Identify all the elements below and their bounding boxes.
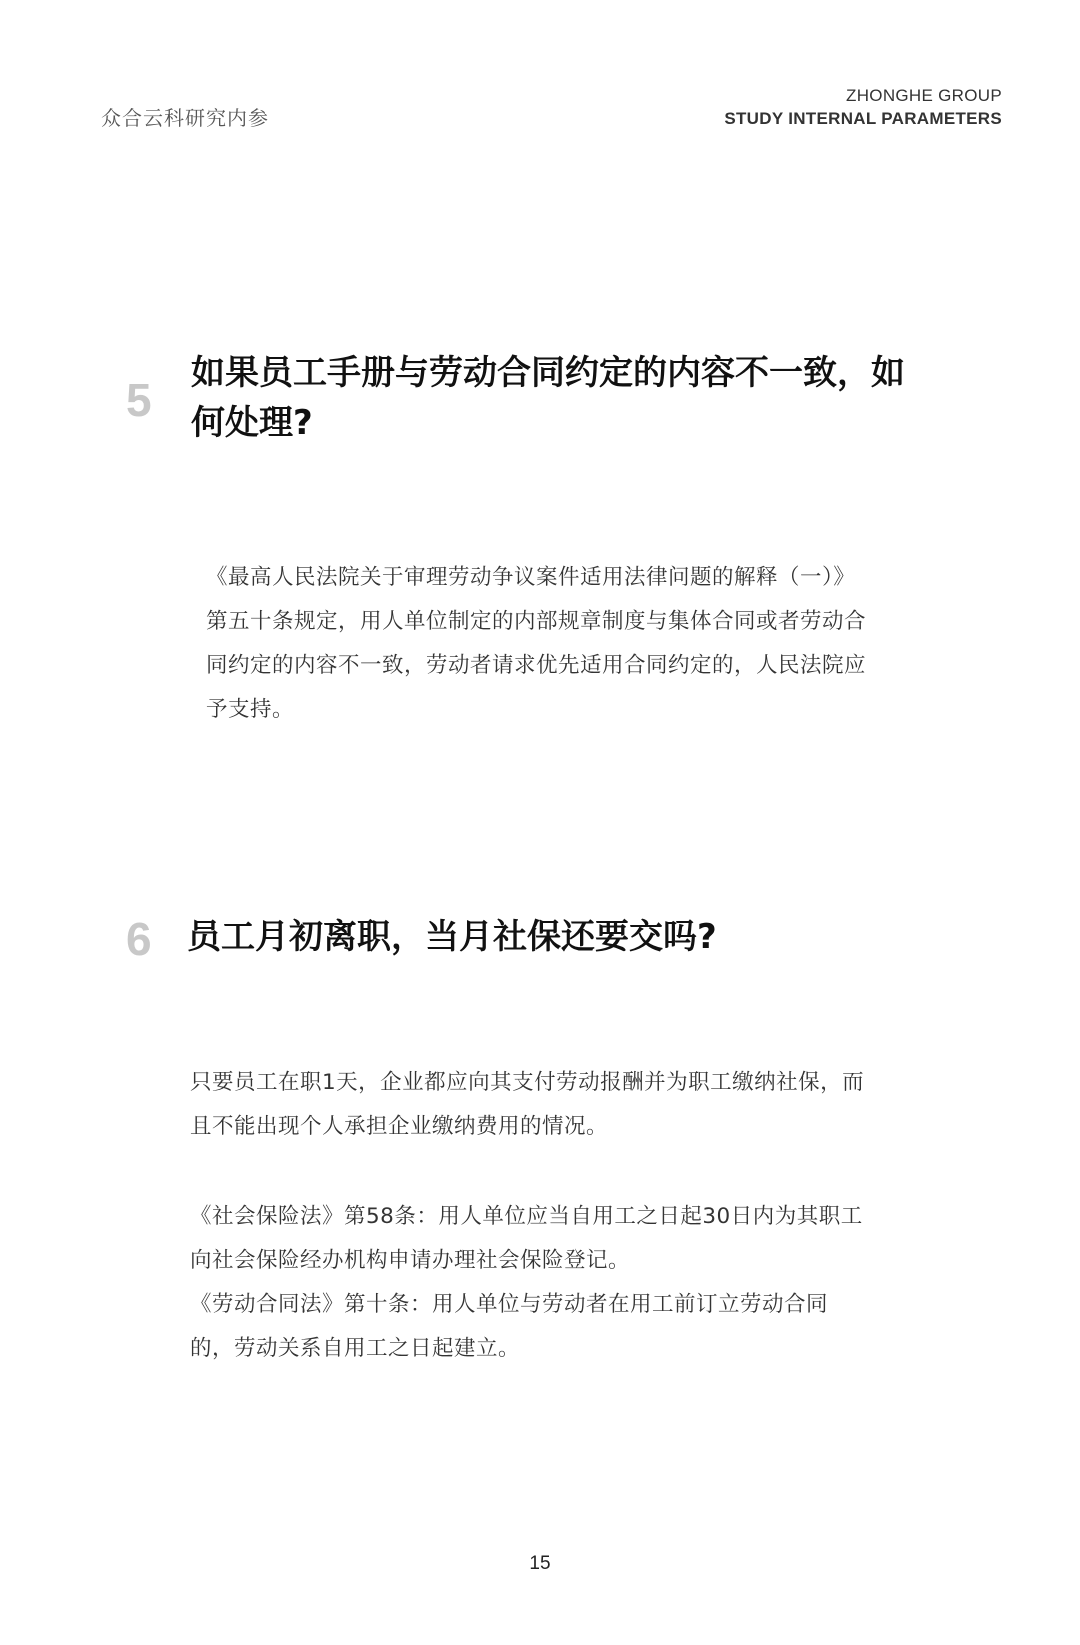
section-title-line: 员工月初离职，当月社保还要交吗? — [187, 917, 717, 957]
body-line: 第五十条规定，用人单位制定的内部规章制度与集体合同或者劳动合 — [206, 609, 867, 634]
body-line: 《社会保险法》第58条：用人单位应当自用工之日起30日内为其职工 — [190, 1204, 863, 1229]
publication-title: 众合云科研究内参 — [101, 106, 269, 130]
group-subtitle: STUDY INTERNAL PARAMETERS — [724, 109, 1002, 128]
section-title — [191, 348, 905, 448]
body-line: 《最高人民法院关于审理劳动争议案件适用法律问题的解释（一）》 — [206, 565, 856, 590]
body-line: 同约定的内容不一致，劳动者请求优先适用合同约定的，人民法院应 — [206, 653, 867, 678]
section-title-line: 何处理? — [191, 403, 313, 443]
section-body — [190, 1195, 863, 1371]
section-title — [187, 912, 717, 962]
group-name: ZHONGHE GROUP — [846, 86, 1002, 105]
body-line: 向社会保险经办机构申请办理社会保险登记。 — [190, 1248, 631, 1273]
group-header — [724, 86, 1002, 129]
section-number: 5 — [126, 374, 152, 426]
body-line: 的，劳动关系自用工之日起建立。 — [190, 1336, 521, 1361]
section-body — [206, 556, 866, 732]
body-line: 只要员工在职1天，企业都应向其支付劳动报酬并为职工缴纳社保，而 — [190, 1070, 865, 1095]
body-line: 予支持。 — [206, 697, 295, 722]
body-line: 且不能出现个人承担企业缴纳费用的情况。 — [190, 1114, 609, 1139]
page-number: 15 — [529, 1553, 551, 1574]
section-title-line: 如果员工手册与劳动合同约定的内容不一致，如 — [191, 353, 905, 393]
section-body — [190, 1061, 864, 1149]
body-line: 《劳动合同法》第十条：用人单位与劳动者在用工前订立劳动合同 — [190, 1292, 829, 1317]
section-number: 6 — [126, 913, 152, 965]
